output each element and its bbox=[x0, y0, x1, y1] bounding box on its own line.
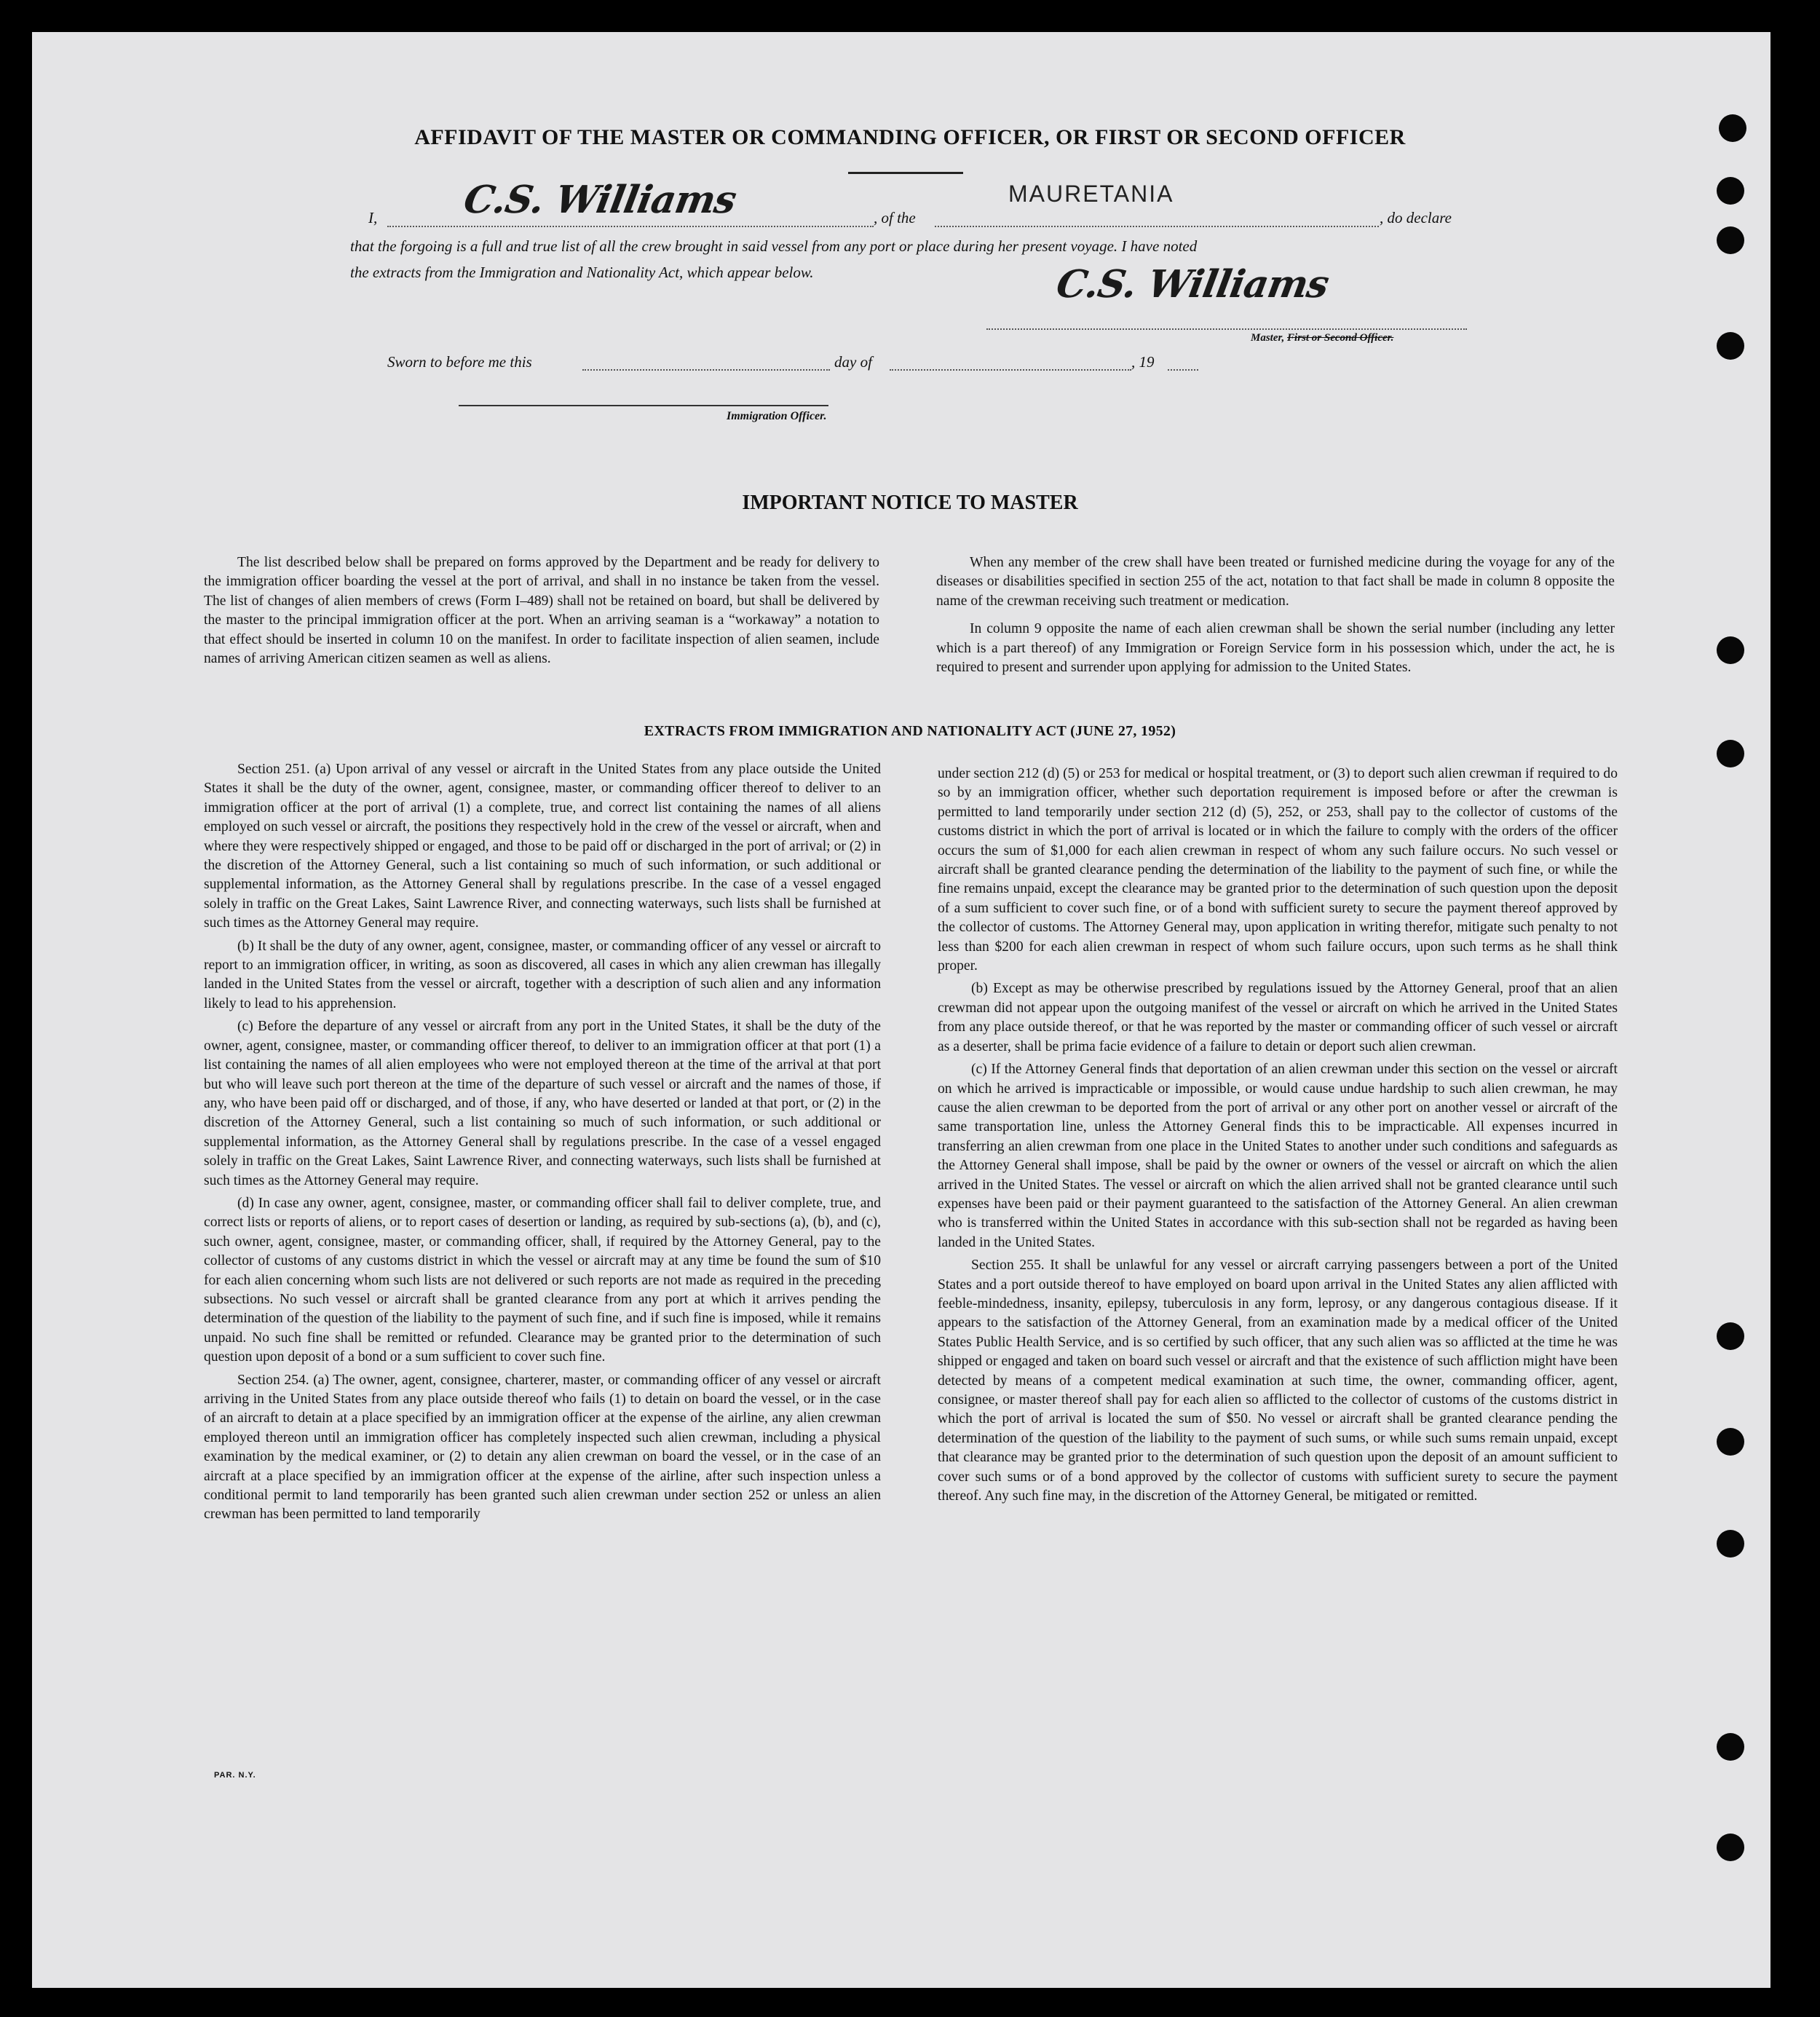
notice-paragraph: In column 9 opposite the name of each alien crewman shall be shown the serial number (including any letter which is a part thereof) of any Immigration or Foreign Service form in his possession which, under the act, he is required to present and surrender upon applying for admission to the United States. bbox=[936, 621, 1615, 676]
punch-hole bbox=[1717, 226, 1744, 254]
month-line bbox=[890, 369, 1131, 371]
printer-mark: PAR. N.Y. bbox=[214, 1771, 256, 1780]
notice-paragraph: When any member of the crew shall have been treated or furnished medicine during the voyage for any of the diseases or disabilities specified in section 255 of the act, notation to that fact shall be made in column 8 opposite the name of the crewman receiving such treatment or medication. bbox=[936, 555, 1615, 609]
signature-line bbox=[986, 328, 1467, 330]
act-section: (b) It shall be the duty of any owner, agent, consignee, master, or commanding officer of any vessel or aircraft to report to an immigration officer, in writing, as soon as discovered, all cases in which any alien crewman has illegally landed in the United States from the vessel or aircraft, together with a description of such alien and any information likely to lead to his apprehension. bbox=[204, 938, 881, 1011]
punch-hole bbox=[1717, 740, 1744, 767]
sworn-prefix: Sworn to before me this bbox=[387, 353, 532, 371]
act-section: Section 251. (a) Upon arrival of any vessel or aircraft in the United States from any place outside the United States it shall be the duty of the owner, agent, consignee, master, or commanding officer thereof to deliver to an immigration officer at the port of arrival (1) a complete, true, and correct list containing the names of all aliens employed on such vessel or aircraft, the positions they respectively hold in the crew of the vessel or aircraft, when and where they were respectively shipped or engaged, and those to be paid off or discharged in the port of arrival; or (2) in the discretion of the Attorney General, such a list containing so much of such information, or such additional or supplemental information, as the Attorney General shall by regulations prescribe. In the case of a vessel engaged solely in traffic on the Great Lakes, Saint Lawrence River, and connecting waterways, such lists shall be furnished at such times as the Attorney General may require. bbox=[204, 762, 881, 931]
notice-left-column bbox=[204, 553, 879, 668]
notice-right-column bbox=[936, 553, 1615, 677]
of-the-label: , of the bbox=[874, 209, 916, 226]
act-section: (d) In case any owner, agent, consignee, master, or commanding officer shall fail to deliver complete, true, and correct lists or reports of aliens, or to report cases of desertion or landing, as required by sub-sections (a), (b), and (c), such owner, agent, consignee, master, or commanding officer, shall, if required by the Attorney General, pay to the collector of customs of any customs district in which the vessel or aircraft may at any time be found the sum of $10 for each alien concerning whom such lists are not delivered or such reports are not made as required in the preceding subsections. No such vessel or aircraft shall be granted clearance from any port at which it arrives pending the determination of the question of the liability to the payment of such fine, and if such fine is imposed, while it remains unpaid. No such fine shall be remitted or refunded. Clearance may be granted prior to the determination of such question upon deposit of a bond or a sum sufficient to cover such fine. bbox=[204, 1195, 881, 1365]
declaration-line-3: the extracts from the Immigration and Nationality Act, which appear below. bbox=[350, 264, 814, 281]
vessel-field-line bbox=[935, 226, 1379, 227]
immigration-officer-label: Immigration Officer. bbox=[727, 410, 827, 422]
vessel-name: MAURETANIA bbox=[1008, 181, 1174, 207]
title-rule bbox=[848, 172, 963, 174]
declaration-prefix: I, bbox=[368, 209, 378, 226]
form-title: AFFIDAVIT OF THE MASTER OR COMMANDING OFFICER, OR FIRST OR SECOND OFFICER bbox=[414, 125, 1406, 149]
master-signature-handwritten: C.S. Williams bbox=[460, 178, 740, 222]
act-section: (c) If the Attorney General finds that deportation of an alien crewman under this section on the vessel or aircraft on which he arrived is impracticable or impossible, or would cause undue hardship to such alien crewman, he may cause the alien crewman to be deported from the port of arrival or any other port on another vessel or aircraft of the same transportation line, unless the Attorney General finds this to be impracticable. All expenses incurred in transferring an alien crewman from one place in the United States to another under such conditions and safeguards as the Attorney General shall impose, shall be paid by the owner or owners of the vessel or aircraft on which the alien arrived in the United States. The vessel or aircraft on which the alien arrived shall not be granted clearance until such expenses have been paid or their payment guaranteed to the satisfaction of the Attorney General. An alien crewman who is transferred within the United States in accordance with this sub-section shall not be regarded as having been landed in the United States. bbox=[938, 1062, 1618, 1250]
act-section: (c) Before the departure of any vessel or aircraft from any port in the United States, it shall be the duty of the owner, agent, consignee, master, or commanding officer thereof, to deliver to an immigration officer at that port (1) a list containing the names of all alien employees who were not employed thereon at the time of the arrival at that port but who will leave such port thereon at the time of the departure of such vessel or aircraft and the names of those, if any, who have been paid off or discharged, and of those, if any, who have deserted or landed at that port, or (2) in the discretion of the Attorney General, such a list containing so much of such information, or such additional or supplemental information, as the Attorney General shall by regulations prescribe. In the case of a vessel engaged solely in traffic on the Great Lakes, Saint Lawrence River, and connecting waterways, such lists shall be furnished at such times as the Attorney General may require. bbox=[204, 1019, 881, 1188]
declaration-line-2: that the forgoing is a full and true list of all the crew brought in said vessel from any port or place during her present voyage. I have noted bbox=[350, 237, 1198, 255]
act-section: Section 254. (a) The owner, agent, consignee, charterer, master, or commanding officer of any vessel or aircraft arriving in the United States from any place outside thereof who fails (1) to detain on board the vessel, or in the case of an aircraft to detain at a place specified by an immigration officer at the expense of the airline, any alien crewman employed thereon until an immigration officer has completely inspected such alien crewman, including a physical examination by the medical examiner, or (2) to detain any alien crewman on board the vessel, or in the case of an aircraft at a place specified by an immigration officer at the expense of the airline, after such inspection unless a conditional permit to land temporarily has been granted such alien crewman under section 252 or unless an alien crewman has been permitted to land temporarily bbox=[204, 1372, 881, 1523]
punch-hole bbox=[1717, 1733, 1744, 1761]
notice-title: IMPORTANT NOTICE TO MASTER bbox=[742, 492, 1078, 514]
act-section: under section 212 (d) (5) or 253 for medical or hospital treatment, or (3) to deport such alien crewman if required to do so by an immigration officer, whether such deportation requirement is imposed before or after the crewman is permitted to land temporarily under section 212 (d) (5), 252, or 253, shall pay to the collector of customs of the customs district in which the port of arrival is located or in which the failure to comply with the orders of the officer occurs the sum of $1,000 for each alien crewman in respect of whom any such failure occurs. No such vessel or aircraft shall be granted clearance pending the determination of the liability to the payment of such fine, or while the fine remains unpaid, except the clearance may be granted prior to the determination of such question upon the deposit of a sum sufficient to cover such fine, or of a bond with sufficient surety to secure the payment thereof approved by the collector of customs. The Attorney General may, upon application in writing therefor, mitigate such penalty to not less than $200 for each alien crewman in respect of whom such failure occurs, upon such terms as he shall think proper. bbox=[938, 766, 1618, 974]
notice-paragraph: The list described below shall be prepared on forms approved by the Department and be ready for delivery to the immigration officer boarding the vessel at the port of arrival, and shall in no instance be taken from the vessel. The list of changes of alien members of crews (Form I–489) shall not be retained on board, but shall be delivered by the master to the principal immigration officer at the port. When an arriving seaman is a “workaway” a notation to that effect should be inserted in column 10 on the manifest. In order to facilitate inspection of alien seamen, include names of arriving American citizen seamen as well as aliens. bbox=[204, 555, 879, 667]
punch-hole bbox=[1717, 1428, 1744, 1456]
punch-hole bbox=[1717, 1322, 1744, 1350]
master-title-label: Master, First or Second Officer. bbox=[1251, 332, 1394, 344]
year-label: , 19 bbox=[1131, 353, 1155, 371]
punch-hole bbox=[1717, 332, 1744, 360]
act-section: Section 255. It shall be unlawful for any vessel or aircraft carrying passengers between a port of the United States and a port outside thereof to have employed on board upon arrival in the United States any alien afflicted with feeble-mindedness, insanity, epilepsy, tuberculosis in any form, leprosy, or any dangerous contagious disease. If it appears to the satisfaction of the Attorney General, from an examination made by a medical officer of the United States Public Health Service, and is so certified by such officer, that any such alien was so afflicted at the time he was shipped or engaged and taken on board such vessel or aircraft and that the existence of such affliction might have been detected by means of a competent medical examination at such time, the owner, commanding officer, agent, consignee, or master thereof shall pay for each alien so afflicted to the collector of customs of the customs district in which the port of arrival is located the sum of $50. No vessel or aircraft shall be granted clearance pending the determination of the question of the liability to the payment of such sums, or while such sums remain unpaid, except that clearance may be granted prior to the determination of such question upon the deposit of an amount sufficient to cover such sums or of a bond approved by the collector of customs with sufficient surety to secure the payment thereof. Any such fine may, in the discretion of the Attorney General, be mitigated or remitted. bbox=[938, 1258, 1618, 1504]
day-of-label: day of bbox=[834, 353, 872, 371]
punch-hole bbox=[1717, 177, 1744, 205]
officer-signature-line bbox=[459, 405, 828, 406]
extracts-title: EXTRACTS FROM IMMIGRATION AND NATIONALITY ACT (JUNE 27, 1952) bbox=[644, 723, 1176, 739]
do-declare-label: , do declare bbox=[1380, 209, 1452, 226]
name-field-line bbox=[387, 226, 874, 227]
punch-hole bbox=[1717, 1834, 1744, 1861]
extracts-right-column bbox=[938, 765, 1618, 1506]
punch-hole bbox=[1717, 636, 1744, 664]
sworn-date-line bbox=[582, 369, 830, 371]
master-signature-handwritten-2: C.S. Williams bbox=[1053, 262, 1332, 307]
punch-hole bbox=[1717, 1530, 1744, 1558]
year-line bbox=[1168, 369, 1198, 371]
act-section: (b) Except as may be otherwise prescribed by regulations issued by the Attorney General, proof that an alien crewman did not appear upon the outgoing manifest of the vessel or aircraft on which he arrived in the United States from any place outside thereof, or that he was reported by the master or commanding officer of such vessel or aircraft as a deserter, shall be prima facie evidence of a failure to detain or deport such alien crewman. bbox=[938, 981, 1618, 1054]
extracts-left-column bbox=[204, 760, 881, 1525]
